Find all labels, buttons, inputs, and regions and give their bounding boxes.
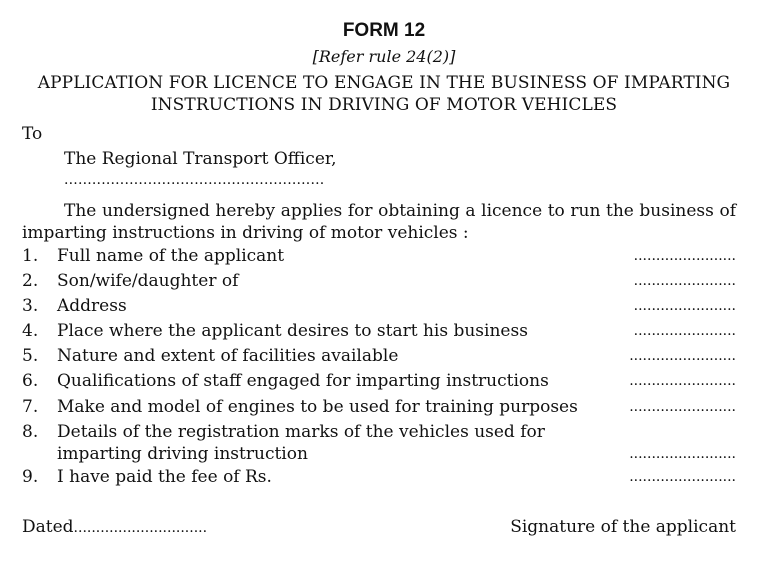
intro-paragraph: The undersigned hereby applies for obtaining a licence to run the business of imparting instructions in driving of motor vehicles : bbox=[22, 201, 736, 243]
form-title bbox=[20, 72, 748, 116]
item-blank: ....................... bbox=[633, 298, 736, 314]
item-number: 5. bbox=[22, 346, 39, 366]
item-number: 4. bbox=[22, 321, 39, 341]
item-label: Son/wife/daughter of bbox=[57, 271, 239, 291]
item-label: Full name of the applicant bbox=[57, 246, 285, 266]
rule-reference: [Refer rule 24(2)] bbox=[312, 47, 456, 66]
dated-field bbox=[22, 517, 207, 537]
item-label: Qualifications of staff engaged for imparting instructions bbox=[57, 371, 549, 391]
item-number: 2. bbox=[22, 271, 39, 291]
item-blank: ........................ bbox=[629, 373, 736, 389]
item-number: 3. bbox=[22, 296, 39, 316]
form-title-line-1: APPLICATION FOR LICENCE TO ENGAGE IN THE BUSINESS OF IMPARTING bbox=[37, 73, 731, 93]
dated-label: Dated bbox=[22, 517, 74, 537]
form-title-line-2: INSTRUCTIONS IN DRIVING OF MOTOR VEHICLES bbox=[150, 95, 618, 115]
item-label: Details of the registration marks of the vehicles used for bbox=[57, 422, 545, 442]
signature-label: Signature of the applicant bbox=[510, 517, 736, 537]
dated-blank: .............................. bbox=[73, 520, 208, 536]
item-label: I have paid the fee of Rs. bbox=[57, 467, 272, 487]
item-number: 1. bbox=[22, 246, 39, 266]
item-blank: ........................ bbox=[629, 469, 736, 485]
item-blank: ....................... bbox=[633, 273, 736, 289]
recipient-blank: ........................................................ bbox=[64, 172, 325, 188]
item-blank: ....................... bbox=[633, 248, 736, 264]
item-number: 9. bbox=[22, 467, 39, 487]
item-blank: ........................ bbox=[629, 348, 736, 364]
item-number: 6. bbox=[22, 371, 39, 391]
recipient-name: The Regional Transport Officer, bbox=[64, 149, 337, 169]
to-label: To bbox=[22, 124, 43, 144]
item-label: Address bbox=[57, 296, 127, 316]
item-label-continued: imparting driving instruction bbox=[57, 444, 308, 464]
item-blank: ....................... bbox=[633, 323, 736, 339]
item-label: Nature and extent of facilities available bbox=[57, 346, 399, 366]
form-number: FORM 12 bbox=[342, 20, 426, 41]
item-label: Place where the applicant desires to start his business bbox=[57, 321, 528, 341]
item-label: Make and model of engines to be used for training purposes bbox=[57, 397, 578, 417]
item-blank: ........................ bbox=[629, 446, 736, 462]
item-number: 8. bbox=[22, 422, 39, 442]
item-blank: ........................ bbox=[629, 399, 736, 415]
item-number: 7. bbox=[22, 397, 39, 417]
